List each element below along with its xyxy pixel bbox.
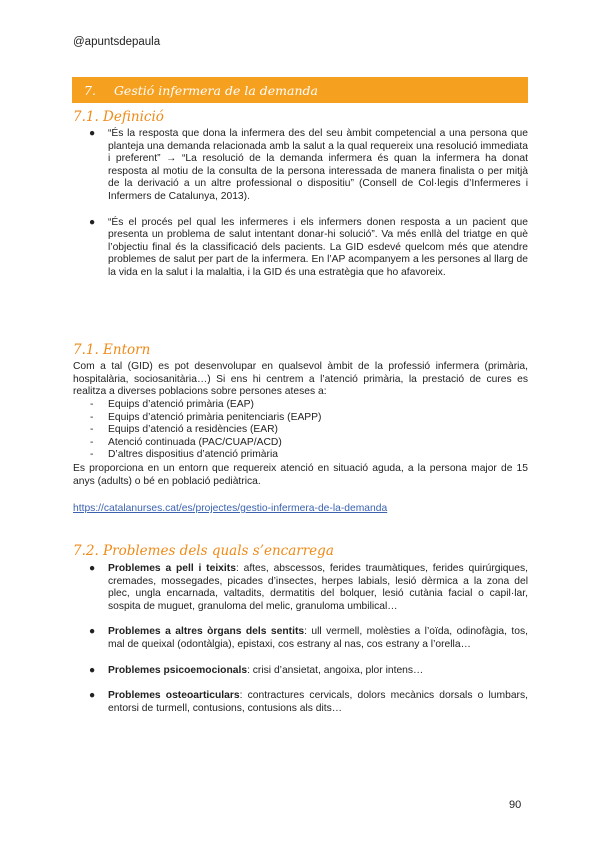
definicio-text-1: “És la resposta que dona la infermera des del seu àmbit competencial a una persona que planteja una demanda relacionada amb la salut a la qual requereix una resolució immediata i preferent” → “La resolució de la demanda infermera és quan la infermera ha donat resposta al motiu de la consulta de la persona interessada de manera finalista o per mitjà de la derivació a un altre professional o dispositiu” (Consell de Col·legis d’Infermeres i Infermers de Catalunya, 2013).: [108, 128, 528, 202]
definicio-bullet-list: [73, 128, 528, 280]
page-number: 90: [509, 799, 522, 811]
list-item: ● Problemes a altres òrgans dels sentits: ull vermell, molèsties a l’oïda, odinofàgia, tos, mal de queixal (odontàlgia), epistaxi, cos estrany al nas, cos estrany a l’orella…: [89, 626, 528, 650]
bullet-icon: ●: [89, 626, 96, 638]
bullet-icon: ●: [89, 690, 96, 702]
gid-project-link[interactable]: https://catalanurses.cat/es/projectes/gestio-infermera-de-la-demanda: [73, 503, 388, 514]
problem-category: Problemes osteoarticulars: [108, 690, 240, 702]
problem-category: Problemes a pell i teixits: [108, 563, 236, 574]
section-title-problemes: 7.2. Problemes dels quals s’encarrega: [73, 543, 334, 559]
entorn-outro: Es proporciona en un entorn que requereix atenció en situació aguda, a la persona major de 15 anys (adults) o bé en població pediàtrica.: [73, 463, 528, 487]
bullet-icon: ●: [89, 563, 96, 574]
list-item: [73, 128, 528, 204]
definicio-text-2: “És el procés pel qual les infermeres i els infermers donen resposta a un pacient que presenta un problema de salut intentant donar-hi solució”. Va més enllà del triatge en què l’objectiu final és la classificació dels pacients. La GID esdevé quelcom més que atendre problemes de salut per part de la infermera. En l’AP acompanyem a les persones al llarg de la vida en la salut i la malaltia, i la GID és una estratègia que ho afavoreix.: [108, 216, 528, 278]
bullet-icon: ●: [89, 664, 96, 676]
entorn-intro: Com a tal (GID) es pot desenvolupar en qualsevol àmbit de la professió infermera (primària, hospitalària, sociosanitària…) Si ens hi centrem a l’atenció primària, la prestació de cures es realitza a diverses poblacions sobre persones ateses a:: [73, 361, 528, 398]
list-item: ● Problemes a pell i teixits: aftes, abscessos, ferides traumàtiques, ferides quirúrgiques, cremades, mossegades, picades d’insectes, herpes labials, lesió dèrmica a la zona del plec, ungla encarnada, valtadits, dermatitis del bolquer, lesió cutània facial o capil·lar, sospita de muguet, granuloma del melic, granuloma umbilical…: [89, 563, 528, 612]
chapter-title: Gestió infermera de la demanda: [113, 82, 318, 98]
chapter-number: 7.: [84, 82, 96, 98]
problem-category: Problemes a altres òrgans dels sentits: [108, 626, 305, 638]
problem-category: Problemes psicoemocionals: [108, 664, 248, 676]
list-item: ● Problemes osteoarticulars: contractures cervicals, dolors mecànics dorsals o lumbars, entorsi de turmell, contusions, contusions als dits…: [89, 690, 528, 714]
problemes-bullet-list: [73, 563, 528, 715]
list-item: - Atenció continuada (PAC/CUAP/ACD): [90, 436, 282, 448]
list-item: - Equips d’atenció primària (EAP): [90, 399, 254, 410]
chapter-title-bar: [72, 77, 528, 103]
section-title-entorn: 7.1. Entorn: [73, 342, 151, 358]
entorn-dash-list: [73, 399, 528, 462]
list-item: [73, 217, 528, 280]
header-brand: @apuntsdepaula: [73, 36, 161, 48]
list-item: - Equips d’atenció a residències (EAR): [90, 424, 278, 436]
section-title-definicio: 7.1. Definició: [73, 109, 164, 125]
list-item: - D’altres dispositius d’atenció primària: [90, 449, 278, 461]
list-item: ● Problemes psicoemocionals: crisi d’ansietat, angoixa, plor intens…: [89, 664, 424, 676]
bullet-icon: ●: [89, 216, 96, 228]
bullet-icon: ●: [89, 128, 96, 139]
list-item: - Equips d’atenció primària penitenciaris (EAPP): [90, 411, 322, 423]
